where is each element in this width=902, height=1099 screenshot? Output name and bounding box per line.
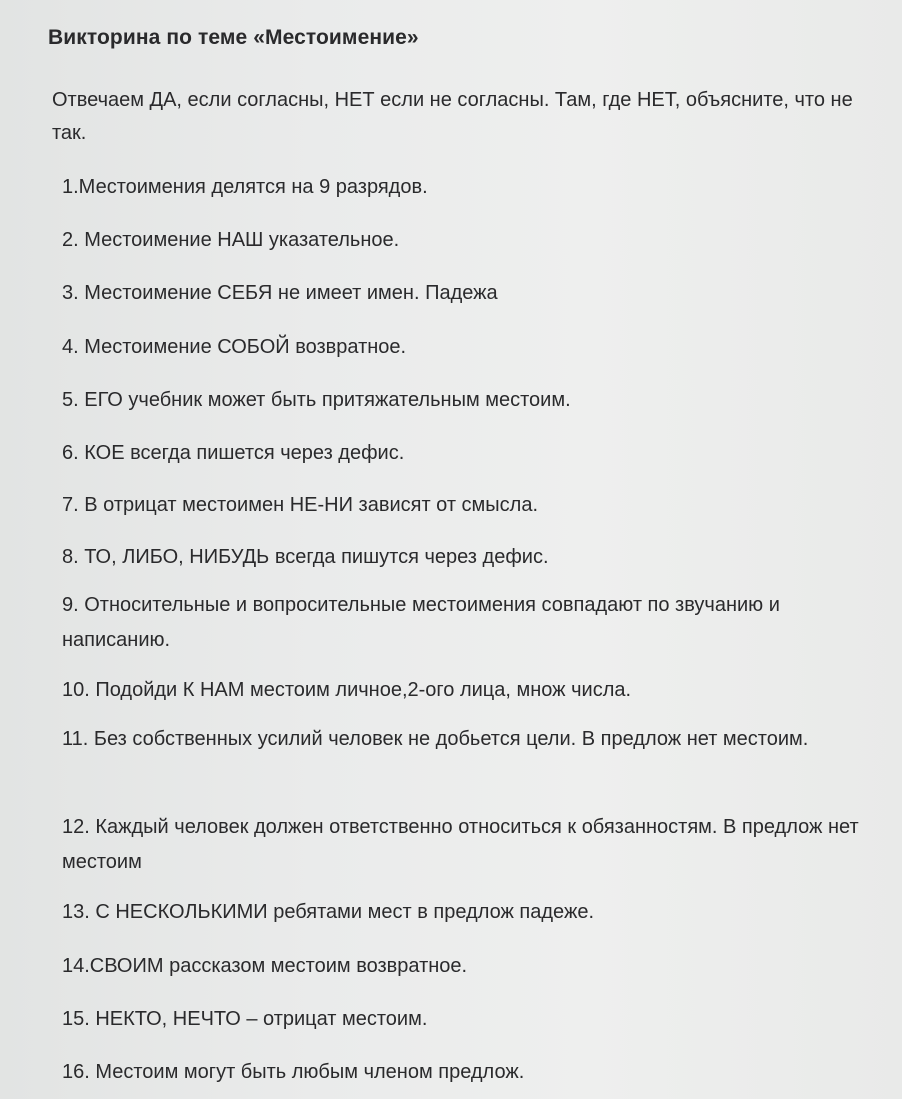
- page-title: Викторина по теме «Местоимение»: [48, 26, 419, 49]
- question-item-12: 12. Каждый человек должен ответственно относиться к обязанностям. В предлож нет местоим: [62, 816, 859, 873]
- question-item-7: 7. В отрицат местоимен НЕ-НИ зависят от смысла.: [62, 494, 539, 516]
- question-item-5: 5. ЕГО учебник может быть притяжательным местоим.: [62, 389, 571, 411]
- question-item-8: 8. ТО, ЛИБО, НИБУДЬ всегда пишутся через дефис.: [62, 546, 549, 568]
- question-item-1: 1.Местоимения делятся на 9 разрядов.: [62, 176, 428, 198]
- question-item-10: 10. Подойди К НАМ местоим личное,2-ого лица, множ числа.: [62, 679, 632, 701]
- question-item-16: 16. Местоим могут быть любым членом предлож.: [62, 1061, 525, 1083]
- question-item-14: 14.СВОИМ рассказом местоим возвратное.: [62, 955, 468, 977]
- question-item-2: 2. Местоимение НАШ указательное.: [62, 229, 400, 251]
- question-item-13: 13. С НЕСКОЛЬКИМИ ребятами мест в предлож падеже.: [62, 901, 595, 923]
- question-item-6: 6. КОЕ всегда пишется через дефис.: [62, 442, 405, 464]
- question-item-9: 9. Относительные и вопросительные местоимения совпадают по звучанию и написанию.: [62, 594, 780, 651]
- question-item-11: 11. Без собственных усилий человек не добьется цели. В предлож нет местоим.: [62, 728, 809, 750]
- question-item-4: 4. Местоимение СОБОЙ возвратное.: [62, 336, 407, 358]
- question-item-15: 15. НЕКТО, НЕЧТО – отрицат местоим.: [62, 1008, 428, 1030]
- instructions: Отвечаем ДА, если согласны, НЕТ если не согласны. Там, где НЕТ, объясните, что не так.: [52, 89, 853, 144]
- question-item-3: 3. Местоимение СЕБЯ не имеет имен. Падежа: [62, 282, 498, 304]
